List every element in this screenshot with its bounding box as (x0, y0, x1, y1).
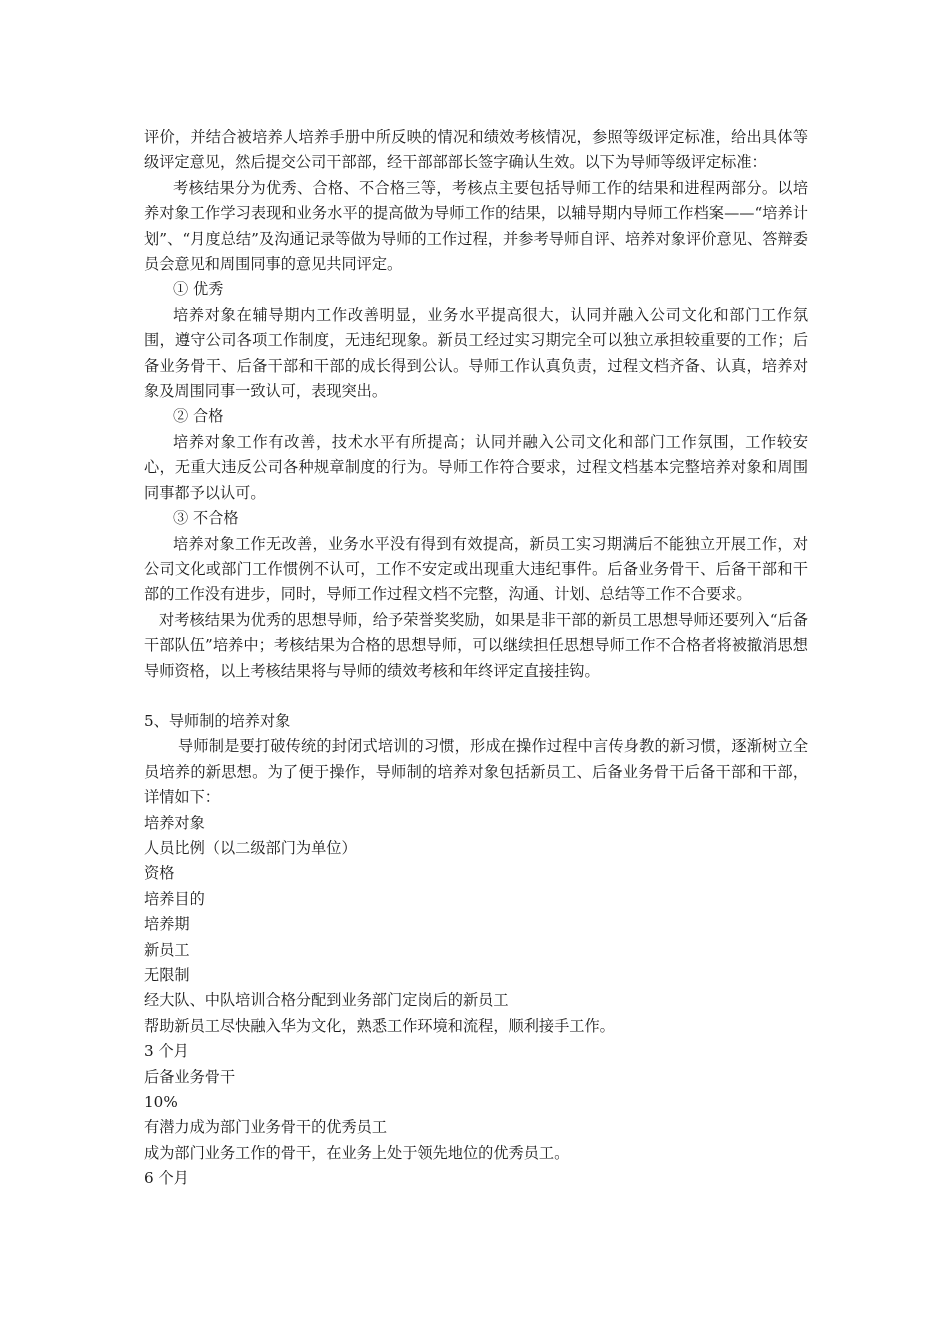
list-item: 培养期 (144, 915, 190, 934)
level-excellent-title: ① 优秀 (173, 280, 224, 299)
list-item: 经大队、中队培训合格分配到业务部门定岗后的新员工 (144, 991, 509, 1010)
paragraph-criteria: 考核结果分为优秀、合格、不合格三等，考核点主要包括导师工作的结果和进程两部分。以培养对象工作学习表现和业务水平的提高做为导师工作的结果，以辅导期内导师工作档案——“培养计划”、“月度总结”及沟通记录等做为导师的工作过程，并参考导师自评、培养对象评价意见、答辩委员会意见和周围同事的意见共同评定。 (144, 178, 808, 274)
list-item: 新员工 (144, 940, 190, 959)
list-item: 无限制 (144, 966, 190, 984)
list-item: 3 个月 (144, 1042, 189, 1061)
list-item: 培养目的 (144, 889, 205, 908)
list-item: 6 个月 (144, 1169, 189, 1188)
level-excellent-text: 培养对象在辅导期内工作改善明显，业务水平提高很大，认同并融入公司文化和部门工作氛围，遵守公司各项工作制度，无违纪现象。新员工经过实习期完全可以独立承担较重要的工作；后备业务骨干、后备干部和干部的成长得到公认。导师工作认真负责，过程文档齐备、认真，培养对象及周围同事一致认可，表现突出。 (144, 305, 808, 401)
list-item: 10% (144, 1093, 178, 1112)
level-fail-title: ③ 不合格 (173, 509, 239, 528)
level-fail-text: 培养对象工作无改善，业务水平没有得到有效提高，新员工实习期满后不能独立开展工作，对公司文化或部门工作惯例不认可，工作不安定或出现重大违纪事件。后备业务骨干、后备干部和干部的工作没有进步，同时，导师工作过程文档不完整，沟通、计划、总结等工作不合要求。 (144, 534, 808, 604)
section-5-heading: 5、导师制的培养对象 (144, 711, 291, 730)
section-5 (144, 709, 808, 1192)
level-pass-text: 培养对象工作有改善，技术水平有所提高；认同并融入公司文化和部门工作氛围，工作较安心，无重大违反公司各种规章制度的行为。导师工作符合要求，过程文档基本完整培养对象和周围同事都予以认可。 (144, 432, 808, 502)
list-item: 培养对象 (144, 813, 205, 832)
list-item: 成为部门业务工作的骨干，在业务上处于领先地位的优秀员工。 (144, 1143, 570, 1162)
paragraph-intro: 评价，并结合被培养人培养手册中所反映的情况和绩效考核情况，参照等级评定标准，给出具体等级评定意见，然后提交公司干部部，经干部部部长签字确认生效。以下为导师等级评定标准： (144, 128, 808, 172)
paragraph-result: 对考核结果为优秀的思想导师，给予荣誉奖奖励，如果是非干部的新员工思想导师还要列入“后备干部队伍”培养中；考核结果为合格的思想导师，可以继续担任思想导师工作不合格者将被撤消思想导师资格，以上考核结果将与导师的绩效考核和年终评定直接挂钩。 (144, 610, 808, 680)
list-item: 帮助新员工尽快融入华为文化，熟悉工作环境和流程，顺利接手工作。 (144, 1016, 615, 1035)
list-item: 有潜力成为部门业务骨干的优秀员工 (144, 1118, 387, 1137)
list-item: 人员比例（以二级部门为单位） (144, 838, 357, 857)
section-5-paragraph: 导师制是要打破传统的封闭式培训的习惯，形成在操作过程中言传身教的新习惯，逐渐树立全员培养的新思想。为了便于操作，导师制的培养对象包括新员工、后备业务骨干后备干部和干部，详情如下： (144, 737, 808, 807)
document-body (144, 125, 808, 1192)
list-item: 后备业务骨干 (144, 1067, 236, 1086)
list-item: 资格 (144, 864, 175, 883)
level-pass-title: ② 合格 (173, 407, 224, 426)
training-target-list (144, 811, 808, 1192)
